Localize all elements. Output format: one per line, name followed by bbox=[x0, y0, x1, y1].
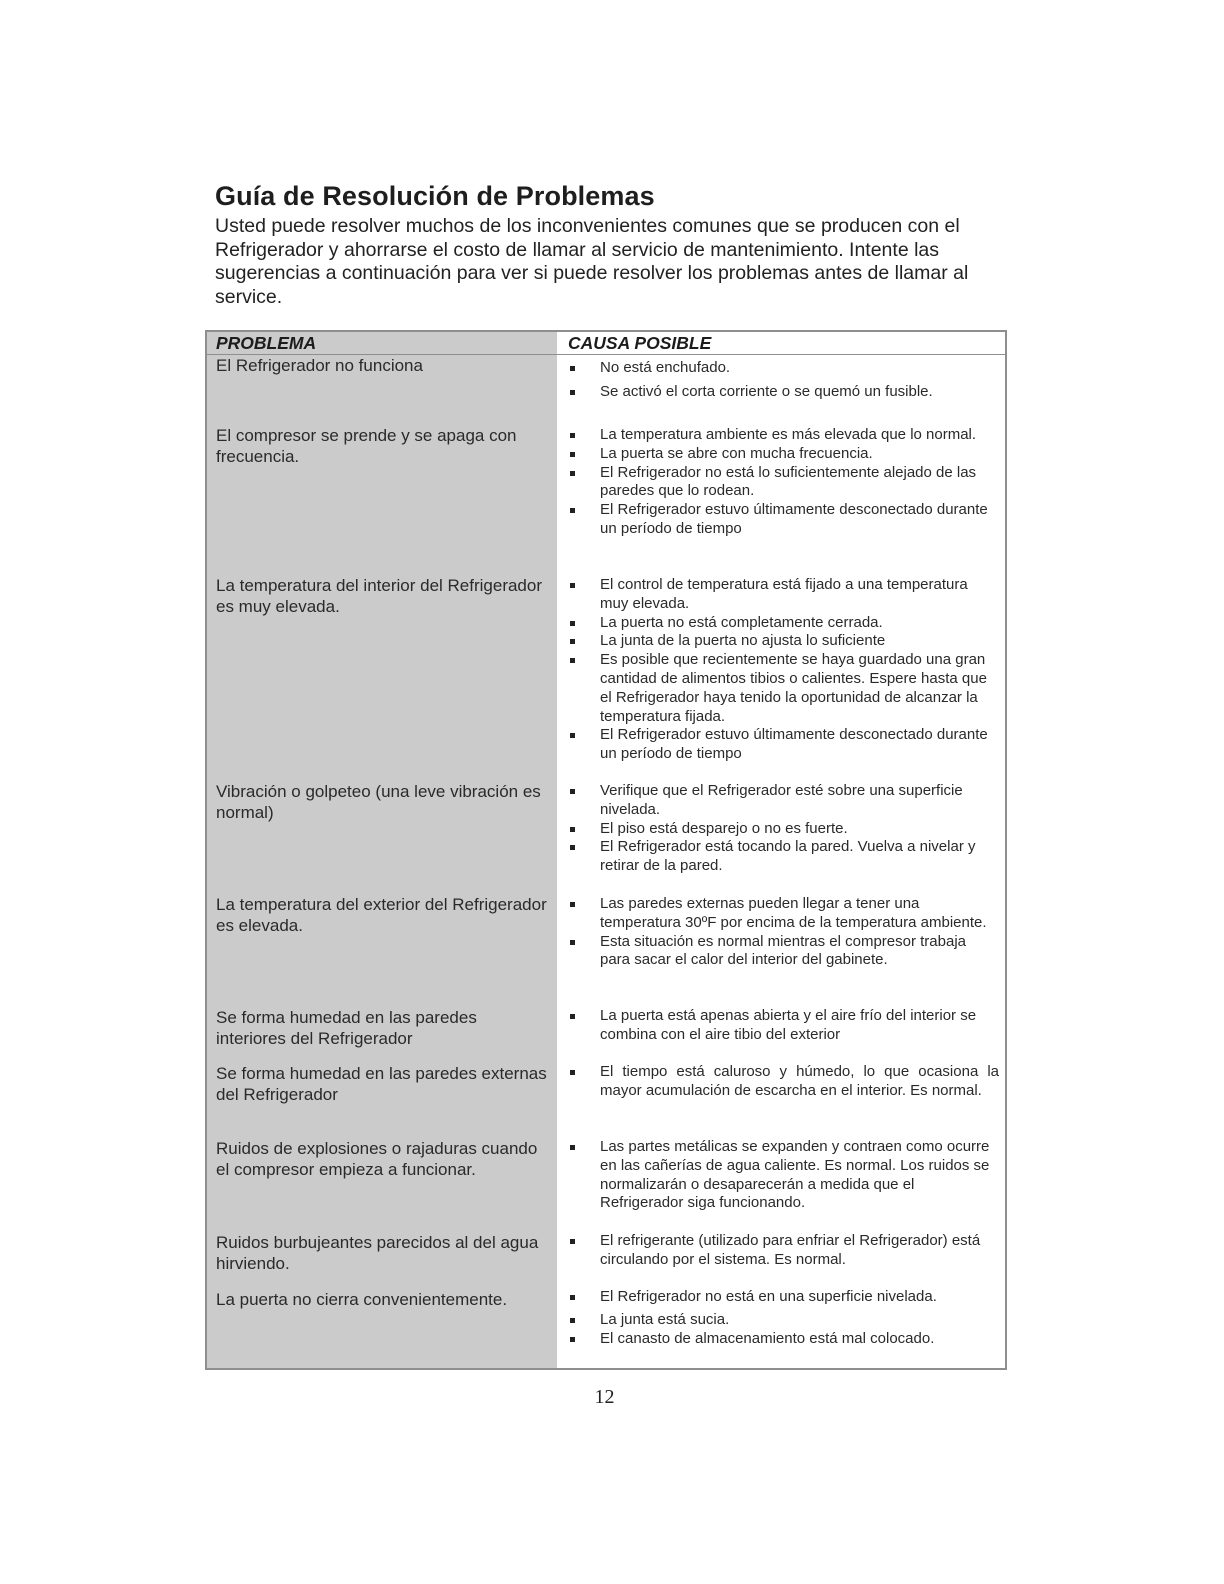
cause-item: El Refrigerador no está lo suficientemente alejado de las paredes que lo rodean. bbox=[569, 464, 999, 502]
cause-item: El tiempo está caluroso y húmedo, lo que ocasiona la mayor acumulación de escarcha en el interior. Es normal. bbox=[569, 1063, 999, 1101]
cause-item: Verifique que el Refrigerador esté sobre una superficie nivelada. bbox=[569, 782, 999, 820]
cause-list bbox=[569, 576, 999, 764]
cause-item: Las paredes externas pueden llegar a tener una temperatura 30ºF por encima de la temperatura ambiente. bbox=[569, 895, 999, 933]
problem-cell: El Refrigerador no funciona bbox=[216, 356, 423, 375]
problem-cell: El compresor se prende y se apaga con frecuencia. bbox=[216, 426, 517, 466]
cause-item: El refrigerante (utilizado para enfriar el Refrigerador) está circulando por el sistema. Es normal. bbox=[569, 1232, 999, 1270]
cause-list bbox=[569, 895, 999, 970]
problem-cell: La temperatura del interior del Refrigerador es muy elevada. bbox=[216, 576, 543, 616]
page-title: Guía de Resolución de Problemas bbox=[215, 181, 655, 211]
cause-item: Se activó el corta corriente o se quemó un fusible. bbox=[569, 383, 999, 402]
cause-item: El control de temperatura está fijado a una temperatura muy elevada. bbox=[569, 576, 999, 614]
problem-cell: La temperatura del exterior del Refrigerador es elevada. bbox=[216, 895, 547, 935]
troubleshooting-table bbox=[205, 330, 1007, 1370]
cause-list bbox=[569, 1138, 999, 1213]
intro-paragraph: Usted puede resolver muchos de los inconvenientes comunes que se producen con el Refrigerador y ahorrarse el costo de llamar al servicio de mantenimiento. Intente las sugerencias a continuación para ver si puede resolver los problemas antes de llamar al service. bbox=[215, 215, 969, 308]
cause-item: La junta de la puerta no ajusta lo suficiente bbox=[569, 632, 999, 651]
cause-item: La puerta está apenas abierta y el aire frío del interior se combina con el aire tibio del exterior bbox=[569, 1007, 999, 1045]
problem-cell: Ruidos burbujeantes parecidos al del agua hirviendo. bbox=[216, 1233, 539, 1273]
cause-item: El piso está desparejo o no es fuerte. bbox=[569, 820, 999, 839]
problem-cell: Ruidos de explosiones o rajaduras cuando el compresor empieza a funcionar. bbox=[216, 1139, 538, 1179]
cause-item: El Refrigerador no está en una superficie nivelada. bbox=[569, 1288, 999, 1307]
table-header bbox=[207, 332, 1005, 355]
problem-cell: Se forma humedad en las paredes externas del Refrigerador bbox=[216, 1064, 547, 1104]
cause-list bbox=[569, 426, 999, 539]
problem-column-background bbox=[207, 332, 557, 1368]
header-cause: CAUSA POSIBLE bbox=[568, 333, 712, 353]
cause-item: El Refrigerador estuvo últimamente desconectado durante un período de tiempo bbox=[569, 501, 999, 539]
problem-cell: Vibración o golpeteo (una leve vibración es normal) bbox=[216, 782, 541, 822]
cause-list bbox=[569, 1007, 999, 1045]
cause-list bbox=[569, 359, 999, 407]
cause-item: La puerta no está completamente cerrada. bbox=[569, 614, 999, 633]
cause-item: No está enchufado. bbox=[569, 359, 999, 378]
cause-item: El Refrigerador está tocando la pared. Vuelva a nivelar y retirar de la pared. bbox=[569, 838, 999, 876]
cause-item: La puerta se abre con mucha frecuencia. bbox=[569, 445, 999, 464]
page-number: 12 bbox=[594, 1386, 615, 1408]
cause-item: Esta situación es normal mientras el compresor trabaja para sacar el calor del interior del gabinete. bbox=[569, 933, 999, 971]
cause-item: Es posible que recientemente se haya guardado una gran cantidad de alimentos tibios o calientes. Espere hasta que el Refrigerador haya tenido la oportunidad de alcanzar la temperatura fijada. bbox=[569, 651, 999, 726]
cause-item: Las partes metálicas se expanden y contraen como ocurre en las cañerías de agua caliente. Es normal. Los ruidos se normalizarán o desaparecerán a medida que el Refrigerador siga funcionando. bbox=[569, 1138, 999, 1213]
problem-cell: La puerta no cierra convenientemente. bbox=[216, 1290, 508, 1309]
cause-list bbox=[569, 1063, 999, 1101]
cause-item: El canasto de almacenamiento está mal colocado. bbox=[569, 1330, 999, 1349]
cause-item: La junta está sucia. bbox=[569, 1311, 999, 1330]
cause-item: El Refrigerador estuvo últimamente desconectado durante un período de tiempo bbox=[569, 726, 999, 764]
cause-list bbox=[569, 1288, 999, 1348]
header-problem: PROBLEMA bbox=[216, 333, 317, 353]
cause-item: La temperatura ambiente es más elevada que lo normal. bbox=[569, 426, 999, 445]
cause-list bbox=[569, 1232, 999, 1270]
problem-cell: Se forma humedad en las paredes interiores del Refrigerador bbox=[216, 1008, 477, 1048]
cause-list bbox=[569, 782, 999, 876]
